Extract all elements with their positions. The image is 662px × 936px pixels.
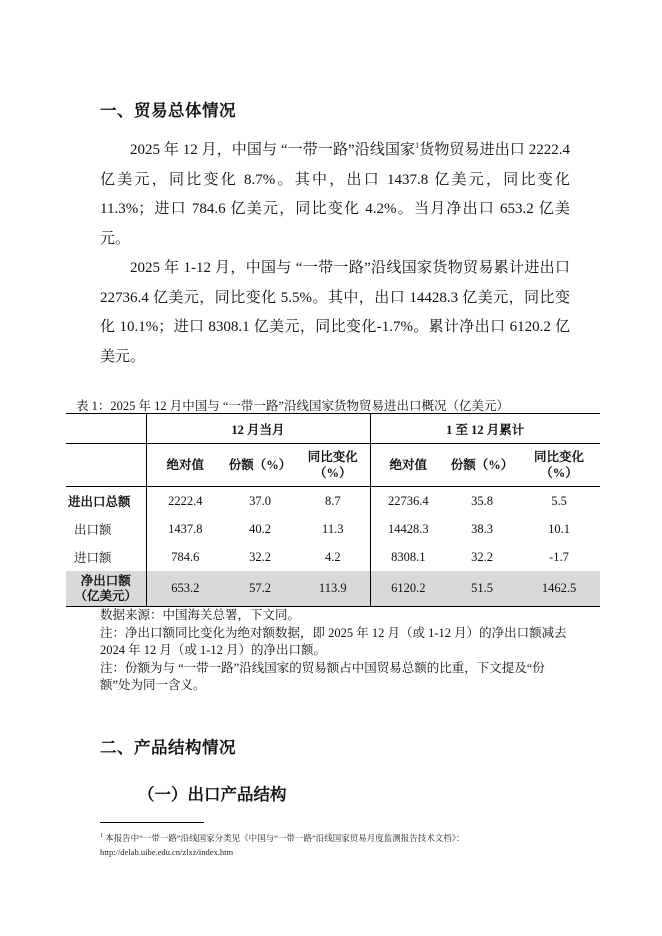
table-caption: 表 1：2025 年 12 月中国与 “一带一路”沿线国家货物贸易进出口概况（亿美元） xyxy=(76,399,509,413)
cell-ytd-absolute: 8308.1 xyxy=(391,549,426,564)
table-row-net-exports xyxy=(66,571,600,607)
cell-month-absolute: 653.2 xyxy=(146,571,224,607)
cell-ytd-yoy: 10.1 xyxy=(548,521,570,536)
note-share-definition: 注：份额为与 “一带一路”沿线国家的贸易额占中国贸易总额的比重，下文提及“份额”处为同一含义。 xyxy=(100,660,545,692)
table-row-exports xyxy=(66,515,600,543)
cell-month-share: 32.2 xyxy=(249,549,271,564)
cell-ytd-share: 38.3 xyxy=(471,521,493,536)
paragraph-monthly: 2025 年 12 月，中国与 “一带一路”沿线国家$^1$货物贸易进出口 2222.4 亿美元，同比变化 8.7%。其中，出口 1437.8 亿美元，同比变化 11.3%；进口 784.6 亿美元，同比变化 4.2%。当月净出口 653.2 亿美元。 xyxy=(100,141,570,247)
table-header-row-columns xyxy=(66,444,600,487)
header-group-ytd: 1 至 12 月累计 xyxy=(370,414,600,444)
row-label: 出口额 xyxy=(66,515,146,543)
row-label: 净出口额 （亿美元） xyxy=(66,571,146,607)
section-heading-product-structure: 二、产品结构情况 xyxy=(100,738,236,757)
cell-ytd-absolute: 14428.3 xyxy=(387,521,429,536)
cell-ytd-yoy: 1462.5 xyxy=(518,571,600,607)
footnote-text: $^1$ 本报告中“一带一路”沿线国家分类见《中国与“一带一路”沿线国家贸易月度监测报告技术文档》： xyxy=(100,832,465,843)
footnote-marker: 1 xyxy=(100,833,103,839)
cell-month-yoy: 8.7 xyxy=(296,487,370,516)
table-header-row-groups xyxy=(66,414,600,444)
cell-month-share: 40.2 xyxy=(249,521,271,536)
cell-ytd-absolute: 6120.2 xyxy=(370,571,446,607)
trade-summary-table xyxy=(66,413,600,607)
header-corner-cell xyxy=(66,414,146,444)
header-yoy: 同比变化 （%） xyxy=(296,444,370,487)
header-corner-cell xyxy=(66,444,146,487)
header-absolute-value: 绝对值 xyxy=(370,444,446,487)
cell-ytd-share: 51.5 xyxy=(446,571,518,607)
cell-ytd-yoy: -1.7 xyxy=(549,549,569,564)
row-label: 进口额 xyxy=(66,543,146,571)
header-absolute-value: 绝对值 xyxy=(146,444,224,487)
paragraph-cumulative: 2025 年 1-12 月，中国与 “一带一路”沿线国家货物贸易累计进出口 22736.4 亿美元，同比变化 5.5%。其中，出口 14428.3 亿美元，同比变化 10.1%；进口 8308.1 亿美元，同比变化-1.7%。累计净出口 6120.2 亿美元。 xyxy=(100,260,570,365)
note-data-source: 数据来源：中国海关总署，下文同。 xyxy=(100,608,301,622)
cell-month-yoy: 113.9 xyxy=(296,571,370,607)
cell-month-absolute: 2222.4 xyxy=(168,493,203,508)
cell-month-share: 37.0 xyxy=(249,493,271,508)
header-share: 份额（%） xyxy=(446,444,518,487)
header-yoy: 同比变化 （%） xyxy=(518,444,600,487)
body-text xyxy=(100,136,570,372)
cell-month-absolute: 784.6 xyxy=(171,549,200,564)
cell-month-share: 57.2 xyxy=(224,571,296,607)
footnote xyxy=(100,829,580,859)
header-group-month: 12 月当月 xyxy=(146,414,370,444)
cell-ytd-share: 35.8 xyxy=(471,493,493,508)
cell-ytd-yoy: 5.5 xyxy=(551,493,567,508)
footnote-reference[interactable]: 1 xyxy=(415,141,420,150)
table-notes xyxy=(100,607,570,695)
table-row-total-trade xyxy=(66,487,600,516)
row-label: 进出口总额 xyxy=(66,487,146,516)
subsection-heading-export-products: （一）出口产品结构 xyxy=(138,785,287,804)
table-row-imports xyxy=(66,543,600,571)
cell-month-yoy: 11.3 xyxy=(296,515,370,543)
note-net-exports: 注：净出口额同比变化为绝对额数据，即 2025 年 12 月（或 1-12 月）的净出口额减去 2024 年 12 月（或 1-12 月）的净出口额。 xyxy=(100,625,567,657)
cell-month-yoy: 4.2 xyxy=(296,543,370,571)
cell-ytd-share: 32.2 xyxy=(471,549,493,564)
cell-ytd-absolute: 22736.4 xyxy=(387,493,429,508)
header-share: 份额（%） xyxy=(224,444,296,487)
cell-month-absolute: 1437.8 xyxy=(168,521,203,536)
footnote-link[interactable]: http://delab.uibe.edu.cn/zlxz/index.htm xyxy=(100,846,234,857)
footnote-divider xyxy=(100,822,204,823)
section-heading-trade-overview: 一、贸易总体情况 xyxy=(100,101,236,120)
